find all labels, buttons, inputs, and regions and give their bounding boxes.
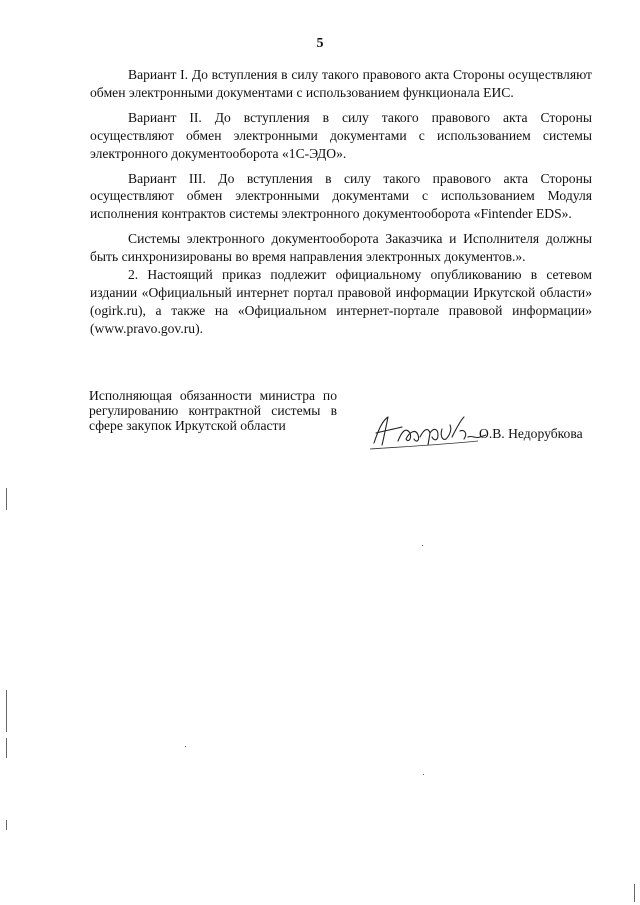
scan-edge-mark: [634, 884, 635, 902]
signatory-position: Исполняющая обязанности министра по регулированию контрактной системы в сфере закупок Иркутской области: [89, 388, 337, 433]
scan-edge-mark: [6, 690, 7, 732]
paragraph-publication: 2. Настоящий приказ подлежит официальному опубликованию в сетевом издании «Официальный интернет портал правовой информации Иркутской области» (ogirk.ru), а также на «Официальном интернет-портале правовой информации» (www.pravo.gov.ru).: [90, 267, 592, 336]
paragraph-variant-3: Вариант III. До вступления в силу такого правового акта Стороны осуществляют обмен электронными документами с использованием Модуля исполнения контрактов системы электронного документооборота «Fintender EDS».: [90, 170, 592, 222]
paragraph-variant-2: Вариант II. До вступления в силу такого правового акта Стороны осуществляют обмен электронными документами с использованием системы электронного документооборота «1С-ЭДО».: [90, 109, 592, 161]
document-body: [90, 66, 592, 338]
handwritten-signature: [368, 411, 486, 451]
scan-dot: [185, 746, 186, 747]
scan-edge-mark: [6, 488, 7, 510]
paragraph-variant-1: Вариант I. До вступления в силу такого правового акта Стороны осуществляют обмен электронными документами с использованием функционала ЕИС.: [90, 67, 592, 100]
scan-edge-mark: [6, 738, 7, 758]
scan-dot: [423, 774, 424, 775]
scan-dot: [422, 545, 423, 546]
page-number: 5: [316, 36, 324, 51]
paragraph-edo-sync: Системы электронного документооборота Заказчика и Исполнителя должны быть синхронизированы во время направления электронных документов.».: [90, 231, 592, 265]
scan-edge-mark: [6, 820, 7, 830]
signer-name: О.В. Недорубкова: [479, 426, 583, 441]
